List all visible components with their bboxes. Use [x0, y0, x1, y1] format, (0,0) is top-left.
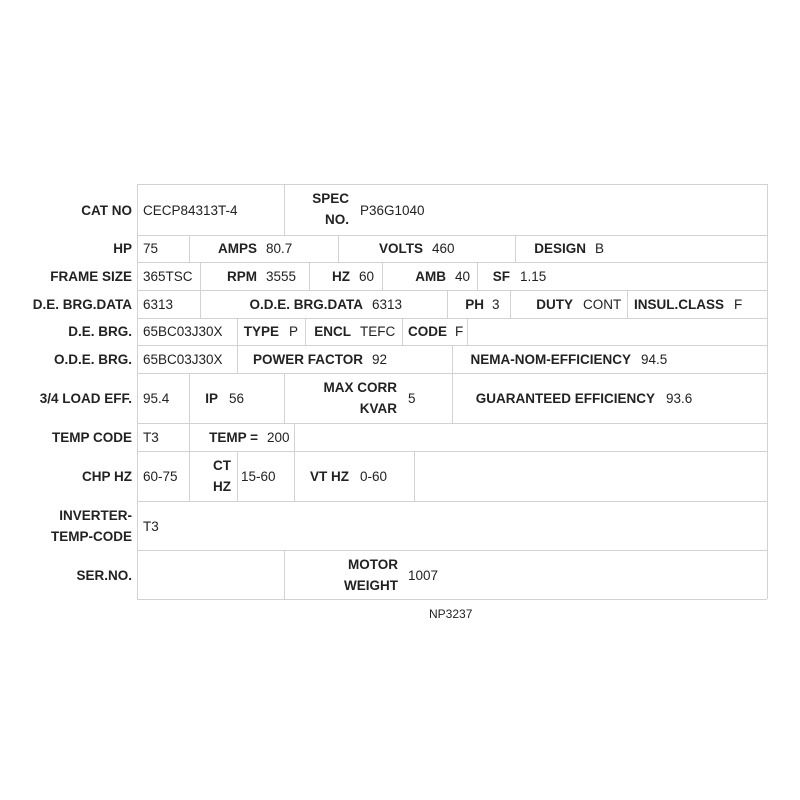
grid-line — [237, 318, 238, 345]
grid-line — [189, 451, 190, 501]
nema-nom-efficiency-value: 94.5 — [641, 352, 668, 367]
grid-line — [447, 290, 448, 318]
grid-line — [294, 423, 295, 451]
ip-value: 56 — [229, 391, 245, 406]
amb-value: 40 — [455, 269, 471, 284]
grid-line — [284, 184, 285, 235]
rpm-label: RPM — [227, 269, 257, 284]
guaranteed-efficiency-label: GUARANTEED EFFICIENCY — [475, 391, 655, 406]
grid-line — [284, 550, 285, 599]
grid-line — [767, 184, 768, 599]
design-label: DESIGN — [534, 241, 586, 256]
grid-line — [237, 451, 238, 501]
grid-line — [137, 451, 767, 452]
spec-no-value: P36G1040 — [360, 203, 425, 218]
ct-hz-label-line2: HZ — [213, 479, 231, 494]
spec-no-label-line1: SPEC — [312, 191, 349, 206]
chp-hz-label: CHP HZ — [81, 469, 132, 484]
spec-no-label — [312, 188, 349, 230]
grid-line — [237, 345, 238, 373]
grid-line — [402, 318, 403, 345]
vt-hz-value: 0-60 — [360, 469, 388, 484]
grid-line — [467, 318, 468, 345]
ct-hz-label — [213, 455, 231, 497]
inverter-temp-code-label — [51, 505, 132, 547]
load-eff-label: 3/4 LOAD EFF. — [39, 391, 132, 406]
de-brg-label: D.E. BRG. — [68, 324, 132, 339]
grid-line — [200, 290, 201, 318]
temp-label: TEMP = — [209, 430, 258, 445]
ph-label: PH — [465, 297, 484, 312]
cat-no-value: CECP84313T-4 — [143, 203, 238, 218]
motor-weight-label — [344, 554, 398, 596]
frame-size-value: 365TSC — [143, 269, 193, 284]
insul-class-value: F — [734, 297, 743, 312]
grid-line — [137, 501, 767, 502]
sf-value: 1.15 — [520, 269, 547, 284]
grid-line — [137, 599, 767, 600]
power-factor-label: POWER FACTOR — [252, 352, 363, 367]
grid-line — [382, 262, 383, 290]
de-brg-data-value: 6313 — [143, 297, 174, 312]
frame-size-label: FRAME SIZE — [50, 269, 132, 284]
grid-line — [137, 290, 767, 291]
hp-label: HP — [113, 241, 132, 256]
grid-line — [305, 318, 306, 345]
temp-code-value: T3 — [143, 430, 159, 445]
grid-line — [284, 373, 285, 423]
grid-line — [189, 373, 190, 423]
motor-weight-value: 1007 — [408, 568, 439, 583]
ode-brg-label: O.D.E. BRG. — [53, 352, 132, 367]
grid-line — [189, 423, 190, 451]
max-corr-label-line2: KVAR — [359, 401, 397, 416]
ct-hz-label-line1: CT — [213, 458, 231, 473]
duty-value: CONT — [583, 297, 622, 312]
max-corr-kvar-value: 5 — [408, 391, 416, 406]
grid-line — [137, 550, 767, 551]
volts-label: VOLTS — [378, 241, 423, 256]
volts-value: 460 — [432, 241, 455, 256]
grid-line — [309, 262, 310, 290]
ip-label: IP — [205, 391, 218, 406]
power-factor-value: 92 — [372, 352, 388, 367]
ct-hz-value: 15-60 — [241, 469, 276, 484]
ode-brg-data-label: O.D.E. BRG.DATA — [249, 297, 363, 312]
grid-line — [200, 262, 201, 290]
grid-line — [338, 235, 339, 262]
inverter-temp-code-label-line2: TEMP-CODE — [51, 529, 132, 544]
ode-brg-value: 65BC03J30X — [143, 352, 223, 367]
de-brg-data-label: D.E. BRG.DATA — [32, 297, 132, 312]
grid-line — [137, 262, 767, 263]
max-corr-kvar-label — [324, 377, 398, 419]
grid-line — [137, 235, 767, 236]
design-value: B — [595, 241, 605, 256]
ode-brg-data-value: 6313 — [372, 297, 403, 312]
encl-label: ENCL — [314, 324, 351, 339]
hz-label: HZ — [332, 269, 350, 284]
guaranteed-efficiency-value: 93.6 — [666, 391, 693, 406]
grid-line — [137, 423, 767, 424]
grid-line — [510, 290, 511, 318]
nema-nom-efficiency-label: NEMA-NOM-EFFICIENCY — [470, 352, 631, 367]
grid-line — [477, 262, 478, 290]
grid-line — [414, 451, 415, 501]
grid-line — [627, 290, 628, 318]
ser-no-label: SER.NO. — [76, 568, 132, 583]
insul-class-label: INSUL.CLASS — [633, 297, 724, 312]
duty-label: DUTY — [536, 297, 573, 312]
grid-line — [189, 235, 190, 262]
rpm-value: 3555 — [266, 269, 297, 284]
grid-line — [137, 184, 767, 185]
encl-value: TEFC — [360, 324, 396, 339]
amps-label: AMPS — [217, 241, 257, 256]
temp-code-label: TEMP CODE — [51, 430, 132, 445]
grid-line — [137, 318, 767, 319]
amps-value: 80.7 — [266, 241, 293, 256]
inverter-temp-code-label-line1: INVERTER- — [59, 508, 132, 523]
amb-label: AMB — [415, 269, 446, 284]
grid-line — [515, 235, 516, 262]
motor-weight-label-line1: MOTOR — [348, 557, 398, 572]
grid-line — [452, 373, 453, 423]
max-corr-label-line1: MAX CORR — [323, 380, 397, 395]
inverter-temp-code-value: T3 — [143, 519, 159, 534]
chp-hz-value: 60-75 — [143, 469, 178, 484]
type-label: TYPE — [243, 324, 279, 339]
vt-hz-label: VT HZ — [310, 469, 349, 484]
de-brg-value: 65BC03J30X — [143, 324, 223, 339]
grid-line — [452, 345, 453, 373]
hp-value: 75 — [143, 241, 159, 256]
spec-no-label-line2: NO. — [324, 212, 349, 227]
grid-line — [137, 184, 138, 599]
ph-value: 3 — [492, 297, 500, 312]
temp-value: 200 — [267, 430, 290, 445]
load-eff-value: 95.4 — [143, 391, 170, 406]
motor-weight-label-line2: WEIGHT — [344, 578, 398, 593]
code-label: CODE — [407, 324, 447, 339]
cat-no-label: CAT NO — [81, 203, 132, 218]
grid-line — [294, 451, 295, 501]
code-value: F — [455, 324, 464, 339]
type-value: P — [289, 324, 299, 339]
part-number: NP3237 — [429, 607, 473, 621]
sf-label: SF — [492, 269, 510, 284]
hz-value: 60 — [359, 269, 375, 284]
